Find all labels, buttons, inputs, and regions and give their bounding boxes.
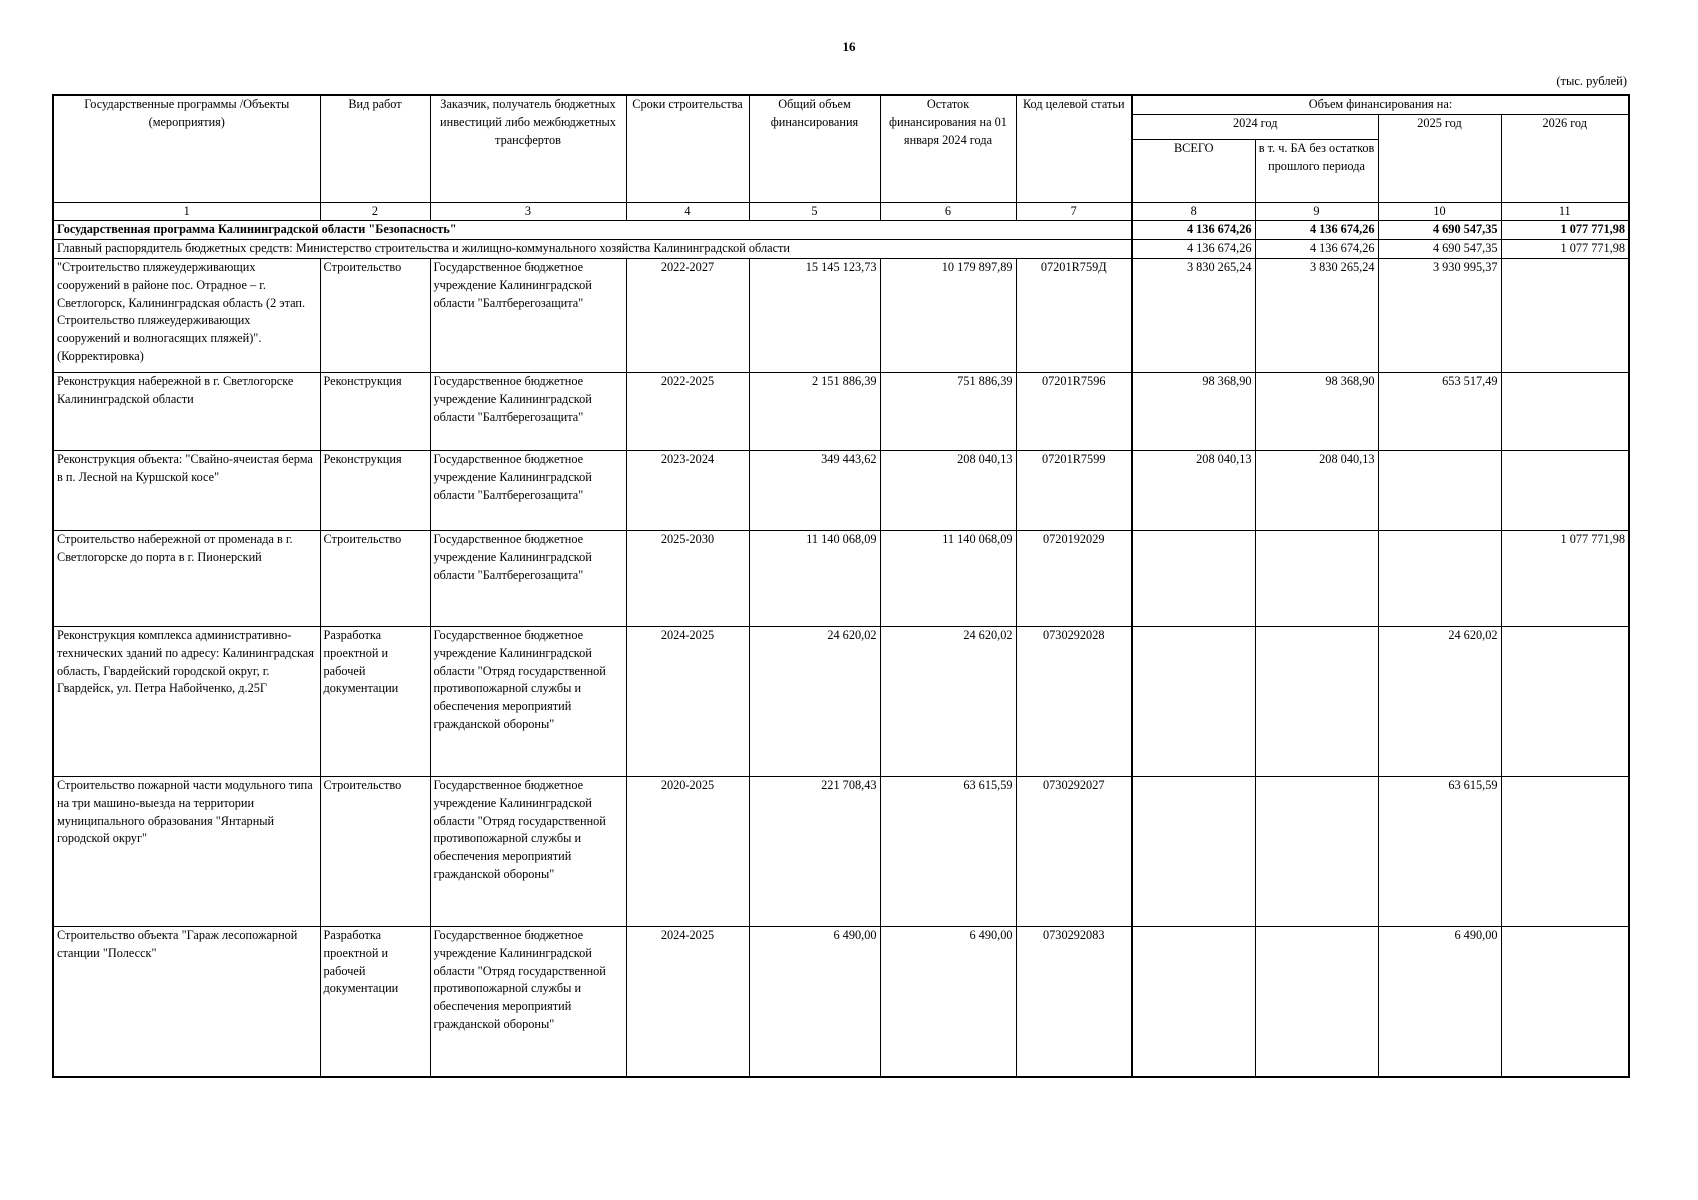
header-financing-volume: Объем финансирования на: — [1132, 95, 1629, 115]
table-row — [53, 373, 1629, 451]
financing-2024-total — [1132, 531, 1255, 627]
target-code: 0730292083 — [1016, 927, 1132, 1077]
financing-2026: 1 077 771,98 — [1501, 531, 1629, 627]
financing-2024-total — [1132, 927, 1255, 1077]
target-code: 0730292027 — [1016, 777, 1132, 927]
financing-2024-total: 98 368,90 — [1132, 373, 1255, 451]
object-name: Строительство набережной от променада в г. Светлогорске до порта в г. Пионерский — [53, 531, 320, 627]
header-remainder: Остаток финансирования на 01 января 2024 года — [880, 95, 1016, 203]
customer: Государственное бюджетное учреждение Калининградской области "Балтберегозащита" — [430, 531, 626, 627]
column-number: 3 — [430, 203, 626, 221]
header-year-2026: 2026 год — [1501, 115, 1629, 203]
financing-2024-ba: 208 040,13 — [1255, 451, 1378, 531]
construction-period: 2024-2025 — [626, 927, 749, 1077]
total-financing: 221 708,43 — [749, 777, 880, 927]
financing-2024-ba — [1255, 777, 1378, 927]
work-type: Разработка проектной и рабочей документации — [320, 927, 430, 1077]
object-name: Реконструкция комплекса административно-технических зданий по адресу: Калининградская область, Гвардейский городской округ, г. Гвардейск, ул. Петра Набойченко, д.25Г — [53, 627, 320, 777]
header-row-1 — [53, 95, 1629, 115]
units-note: (тыс. рублей) — [1556, 74, 1627, 88]
header-year-2025: 2025 год — [1378, 115, 1501, 203]
object-name: Реконструкция объекта: "Свайно-ячеистая берма в п. Лесной на Куршской косе" — [53, 451, 320, 531]
administrator-v10: 4 690 547,35 — [1378, 240, 1501, 259]
target-code: 07201R7596 — [1016, 373, 1132, 451]
financing-2026 — [1501, 927, 1629, 1077]
work-type: Реконструкция — [320, 373, 430, 451]
financing-2025 — [1378, 531, 1501, 627]
financing-2025: 6 490,00 — [1378, 927, 1501, 1077]
object-name: Реконструкция набережной в г. Светлогорске Калининградской области — [53, 373, 320, 451]
work-type: Строительство — [320, 259, 430, 373]
financing-2025: 653 517,49 — [1378, 373, 1501, 451]
header-total-2024: ВСЕГО — [1132, 140, 1255, 203]
column-number: 10 — [1378, 203, 1501, 221]
financing-2024-ba — [1255, 927, 1378, 1077]
header-target-code: Код целевой статьи — [1016, 95, 1132, 203]
financing-2024-total — [1132, 777, 1255, 927]
remainder: 24 620,02 — [880, 627, 1016, 777]
customer: Государственное бюджетное учреждение Калининградской области "Отряд государственной противопожарной службы и обеспечения мероприятий гражданской обороны" — [430, 927, 626, 1077]
column-number: 9 — [1255, 203, 1378, 221]
construction-period: 2020-2025 — [626, 777, 749, 927]
administrator-title: Главный распорядитель бюджетных средств: Министерство строительства и жилищно-коммунального хозяйства Калининградской области — [53, 240, 1132, 259]
column-numbers-row — [53, 203, 1629, 221]
customer: Государственное бюджетное учреждение Калининградской области "Балтберегозащита" — [430, 451, 626, 531]
financing-2026 — [1501, 373, 1629, 451]
page-number: 16 — [842, 39, 856, 54]
table-row — [53, 531, 1629, 627]
column-number: 4 — [626, 203, 749, 221]
remainder: 11 140 068,09 — [880, 531, 1016, 627]
remainder: 63 615,59 — [880, 777, 1016, 927]
column-number: 2 — [320, 203, 430, 221]
header-period: Сроки строительства — [626, 95, 749, 203]
target-code: 07201R7599 — [1016, 451, 1132, 531]
program-v11: 1 077 771,98 — [1501, 221, 1629, 240]
work-type: Разработка проектной и рабочей документации — [320, 627, 430, 777]
program-title: Государственная программа Калининградской области "Безопасность" — [53, 221, 1132, 240]
financing-2024-ba: 98 368,90 — [1255, 373, 1378, 451]
header-incl-ba: в т. ч. БА без остатков прошлого периода — [1255, 140, 1378, 203]
object-name: Строительство объекта "Гараж лесопожарной станции "Полесск" — [53, 927, 320, 1077]
financing-2024-ba — [1255, 531, 1378, 627]
financing-2024-ba: 3 830 265,24 — [1255, 259, 1378, 373]
administrator-v11: 1 077 771,98 — [1501, 240, 1629, 259]
column-number: 7 — [1016, 203, 1132, 221]
column-number: 6 — [880, 203, 1016, 221]
financing-2025 — [1378, 451, 1501, 531]
table-row — [53, 927, 1629, 1077]
customer: Государственное бюджетное учреждение Калининградской области "Балтберегозащита" — [430, 373, 626, 451]
customer: Государственное бюджетное учреждение Калининградской области "Отряд государственной противопожарной службы и обеспечения мероприятий гражданской обороны" — [430, 627, 626, 777]
financing-table — [52, 94, 1630, 1078]
remainder: 10 179 897,89 — [880, 259, 1016, 373]
work-type: Реконструкция — [320, 451, 430, 531]
table-row — [53, 451, 1629, 531]
table-row — [53, 777, 1629, 927]
program-v9: 4 136 674,26 — [1255, 221, 1378, 240]
construction-period: 2023-2024 — [626, 451, 749, 531]
financing-2024-total: 208 040,13 — [1132, 451, 1255, 531]
customer: Государственное бюджетное учреждение Калининградской области "Отряд государственной противопожарной службы и обеспечения мероприятий гражданской обороны" — [430, 777, 626, 927]
administrator-v9: 4 136 674,26 — [1255, 240, 1378, 259]
financing-2026 — [1501, 451, 1629, 531]
remainder: 208 040,13 — [880, 451, 1016, 531]
work-type: Строительство — [320, 777, 430, 927]
header-work-type: Вид работ — [320, 95, 430, 203]
construction-period: 2024-2025 — [626, 627, 749, 777]
remainder: 751 886,39 — [880, 373, 1016, 451]
column-number: 8 — [1132, 203, 1255, 221]
header-objects: Государственные программы /Объекты (мероприятия) — [53, 95, 320, 203]
total-financing: 11 140 068,09 — [749, 531, 880, 627]
administrator-row — [53, 240, 1629, 259]
financing-2026 — [1501, 259, 1629, 373]
target-code: 07201R759Д — [1016, 259, 1132, 373]
program-row — [53, 221, 1629, 240]
total-financing: 6 490,00 — [749, 927, 880, 1077]
financing-2026 — [1501, 627, 1629, 777]
financing-2024-ba — [1255, 627, 1378, 777]
header-total-financing: Общий объем финансирования — [749, 95, 880, 203]
target-code: 0730292028 — [1016, 627, 1132, 777]
total-financing: 349 443,62 — [749, 451, 880, 531]
table-row — [53, 259, 1629, 373]
work-type: Строительство — [320, 531, 430, 627]
financing-2025: 63 615,59 — [1378, 777, 1501, 927]
total-financing: 24 620,02 — [749, 627, 880, 777]
financing-2024-total: 3 830 265,24 — [1132, 259, 1255, 373]
total-financing: 15 145 123,73 — [749, 259, 880, 373]
financing-2026 — [1501, 777, 1629, 927]
object-name: Строительство пожарной части модульного типа на три машино-выезда на территории муниципального образования "Янтарный городской округ" — [53, 777, 320, 927]
financing-2025: 3 930 995,37 — [1378, 259, 1501, 373]
customer: Государственное бюджетное учреждение Калининградской области "Балтберегозащита" — [430, 259, 626, 373]
construction-period: 2022-2027 — [626, 259, 749, 373]
column-number: 5 — [749, 203, 880, 221]
total-financing: 2 151 886,39 — [749, 373, 880, 451]
object-name: "Строительство пляжеудерживающих сооружений в районе пос. Отрадное – г. Светлогорск, Калининградская область (2 этап. Строительство пляжеудерживающих сооружений и волногасящих пляжей)". (Корректировка) — [53, 259, 320, 373]
construction-period: 2025-2030 — [626, 531, 749, 627]
header-year-2024: 2024 год — [1132, 115, 1378, 140]
financing-2024-total — [1132, 627, 1255, 777]
remainder: 6 490,00 — [880, 927, 1016, 1077]
administrator-v8: 4 136 674,26 — [1132, 240, 1255, 259]
column-number: 11 — [1501, 203, 1629, 221]
column-number: 1 — [53, 203, 320, 221]
financing-2025: 24 620,02 — [1378, 627, 1501, 777]
header-customer: Заказчик, получатель бюджетных инвестиций либо межбюджетных трансфертов — [430, 95, 626, 203]
construction-period: 2022-2025 — [626, 373, 749, 451]
table-row — [53, 627, 1629, 777]
program-v8: 4 136 674,26 — [1132, 221, 1255, 240]
program-v10: 4 690 547,35 — [1378, 221, 1501, 240]
target-code: 0720192029 — [1016, 531, 1132, 627]
